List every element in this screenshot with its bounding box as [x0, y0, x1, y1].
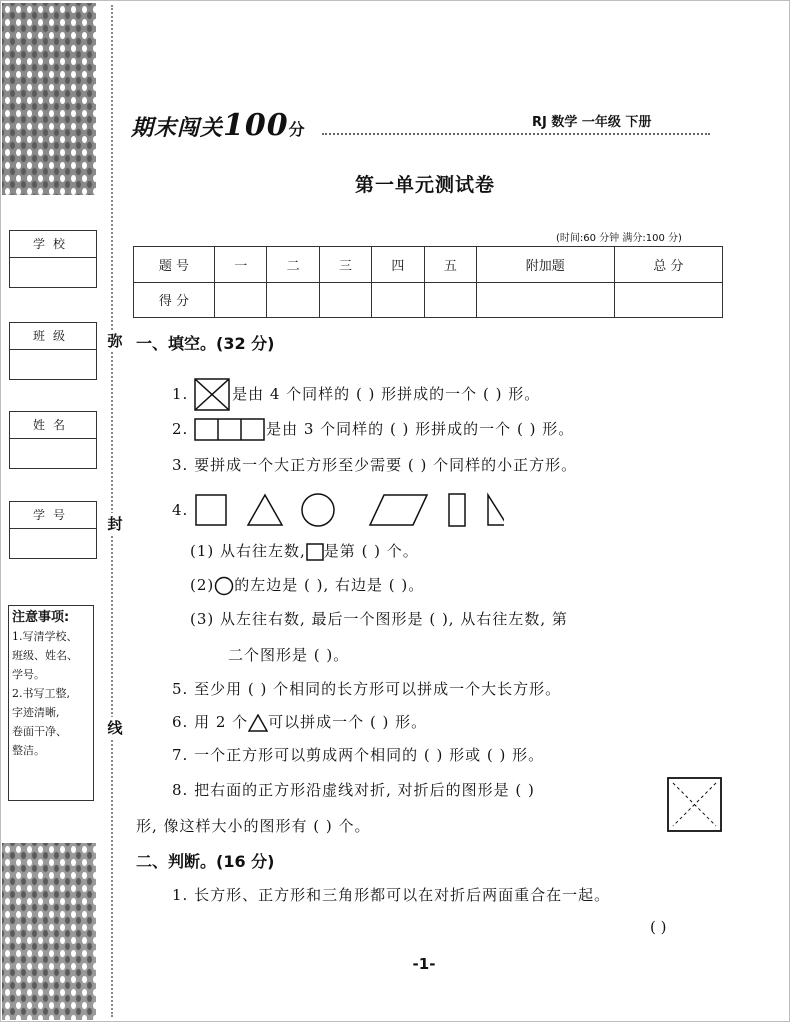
score-input[interactable] — [424, 282, 476, 318]
score-cell: 四 — [372, 247, 424, 283]
right-triangle-shape — [488, 495, 504, 525]
parallelogram-shape — [370, 495, 427, 525]
square-shape — [196, 495, 226, 525]
score-input[interactable] — [319, 282, 371, 318]
paper-title: 第一单元测试卷 — [354, 174, 495, 196]
score-cell: 五 — [424, 247, 476, 283]
question-3: 3. 要拼成一个大正方形至少需要 ( ) 个同样的小正方形。 — [172, 456, 578, 474]
notice-line: 整洁。 — [12, 744, 45, 757]
score-cell: 一 — [215, 247, 267, 283]
q4-2-pre: (2) — [190, 576, 215, 594]
pattern-strip-bottom — [2, 843, 96, 1020]
notice-line: 2.书写工整, — [12, 687, 70, 700]
section-2-title: 二、判断。(16 分) — [136, 852, 275, 871]
section-1-title: 一、填空。(32 分) — [136, 334, 275, 353]
q4-1-post: 是第 ( ) 个。 — [323, 542, 419, 560]
notice-line: 学号。 — [12, 668, 45, 681]
q4-2-post: 的左边是 ( ), 右边是 ( )。 — [234, 576, 425, 594]
q2-number: 2. — [172, 420, 189, 438]
header-dotted-rule — [322, 133, 710, 135]
score-cell: 附加题 — [477, 247, 614, 283]
question-7: 7. 一个正方形可以剪成两个相同的 ( ) 形或 ( ) 形。 — [172, 746, 545, 764]
triangle-shape — [248, 495, 282, 525]
judge-1-answer[interactable]: ( ) — [650, 918, 667, 936]
three-squares-icon — [194, 418, 266, 442]
brand-unit: 分 — [288, 120, 306, 139]
q1-number: 1. — [172, 385, 189, 403]
score-cell: 三 — [319, 247, 371, 283]
question-8b: 形, 像这样大小的图形有 ( ) 个。 — [136, 817, 371, 835]
brand-logo — [131, 108, 306, 143]
q6-post: 可以拼成一个 ( ) 形。 — [268, 713, 428, 731]
student-id-box — [9, 501, 97, 559]
brand-text: 期末闯关 — [131, 115, 224, 141]
page-number: -1- — [412, 955, 436, 973]
score-input[interactable] — [372, 282, 424, 318]
score-cell: 总 分 — [614, 247, 722, 283]
binding-line — [111, 5, 113, 1017]
crossed-square-icon — [194, 378, 232, 412]
notice-line: 字迹清晰, — [12, 706, 60, 719]
score-input[interactable] — [614, 282, 722, 318]
student-id-field[interactable] — [10, 529, 96, 558]
circle-icon — [214, 576, 234, 596]
notice-title: 注意事项: — [12, 610, 70, 625]
question-2 — [172, 418, 574, 442]
notice-line: 卷面干净、 — [12, 725, 67, 738]
q6-pre: 6. 用 2 个 — [172, 713, 249, 731]
score-value-row — [134, 282, 723, 318]
school-label: 学校 — [10, 231, 96, 258]
question-4-3b: 二个图形是 ( )。 — [228, 646, 350, 664]
series-label: RJ 数学 一年级 下册 — [532, 115, 652, 130]
q2-text: 是由 3 个同样的 ( ) 形拼成的一个 ( ) 形。 — [266, 420, 575, 438]
score-input[interactable] — [267, 282, 319, 318]
q4-number: 4. — [172, 501, 189, 519]
score-table — [133, 246, 723, 318]
question-4-1 — [190, 540, 419, 561]
question-4-3a: (3) 从左往右数, 最后一个图形是 ( ), 从右往左数, 第 — [190, 610, 568, 628]
notice-line: 班级、姓名、 — [12, 649, 78, 662]
question-4 — [172, 492, 504, 530]
score-input[interactable] — [215, 282, 267, 318]
class-box — [9, 322, 97, 380]
score-cell: 题 号 — [134, 247, 215, 283]
square-icon — [306, 543, 324, 561]
student-id-label: 学号 — [10, 502, 96, 529]
exam-meta: (时间:60 分钟 满分:100 分) — [556, 233, 682, 244]
seal-char-2: 封 — [105, 513, 125, 534]
score-cell: 二 — [267, 247, 319, 283]
q4-1-pre: (1) 从右往左数, — [190, 542, 306, 560]
rectangle-shape — [449, 494, 465, 526]
seal-char-3: 线 — [105, 717, 125, 738]
question-5: 5. 至少用 ( ) 个相同的长方形可以拼成一个大长方形。 — [172, 680, 562, 698]
class-label: 班级 — [10, 323, 96, 350]
shapes-row-icon — [194, 492, 504, 530]
score-input[interactable] — [477, 282, 614, 318]
school-box — [9, 230, 97, 288]
notice-line: 1.写清学校、 — [12, 630, 78, 643]
notice-box — [8, 605, 94, 801]
question-1 — [172, 378, 540, 412]
q1-text: 是由 4 个同样的 ( ) 形拼成的一个 ( ) 形。 — [232, 385, 541, 403]
small-triangle-icon — [248, 714, 268, 732]
circle-shape — [302, 494, 334, 526]
score-row-label: 得 分 — [134, 282, 215, 318]
brand-number: 100 — [223, 108, 289, 143]
folded-square-icon — [667, 777, 723, 833]
name-box — [9, 411, 97, 469]
question-4-2 — [190, 574, 424, 596]
judge-1: 1. 长方形、正方形和三角形都可以在对折后两面重合在一起。 — [172, 886, 611, 904]
question-8a: 8. 把右面的正方形沿虚线对折, 对折后的图形是 ( ) — [172, 781, 535, 799]
school-field[interactable] — [10, 258, 96, 287]
pattern-strip-top — [2, 3, 96, 195]
seal-char-1: 弥 — [105, 330, 125, 351]
score-header-row — [134, 247, 723, 283]
class-field[interactable] — [10, 350, 96, 379]
name-label: 姓名 — [10, 412, 96, 439]
name-field[interactable] — [10, 439, 96, 468]
question-6 — [172, 711, 427, 732]
